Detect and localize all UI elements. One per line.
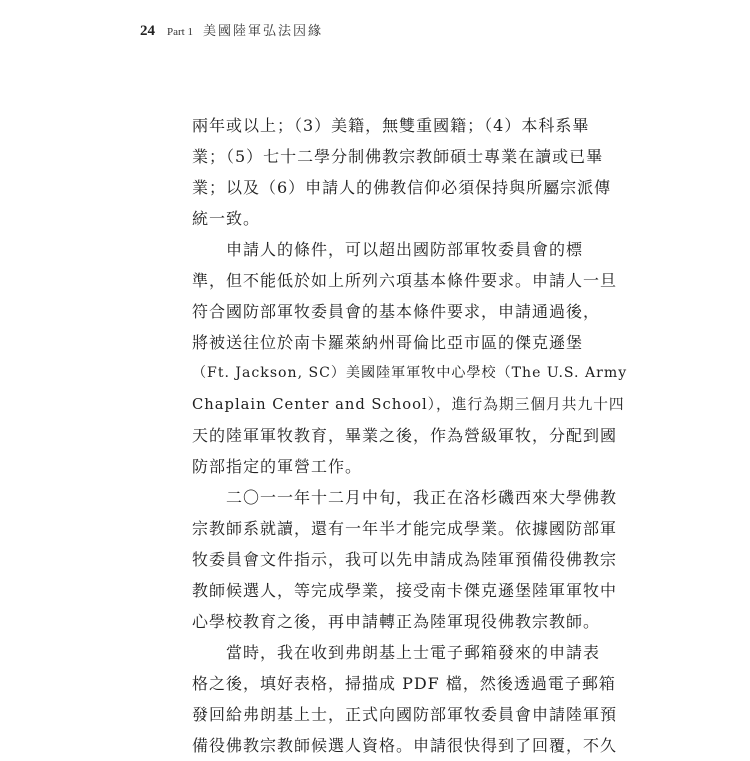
paragraph-first-line: 申請人的條件，可以超出國防部軍牧委員會的標 [226, 240, 584, 259]
text-line: 備役佛教宗教師候選人資格。申請很快得到了回覆，不久 [192, 736, 618, 755]
text-line: 心學校教育之後，再申請轉正為陸軍現役佛教宗教師。 [192, 612, 601, 631]
text-line: 牧委員會文件指示，我可以先申請成為陸軍預備役佛教宗 [192, 550, 618, 569]
text-line: 將被送往位於南卡羅萊納州哥倫比亞市區的傑克遜堡 [192, 333, 584, 352]
book-title: 美國陸軍弘法因緣 [202, 24, 323, 39]
text-line: 符合國防部軍牧委員會的基本條件要求，申請通過後， [192, 302, 601, 321]
text-line: 教師候選人，等完成學業，接受南卡傑克遜堡陸軍軍牧中 [192, 581, 618, 600]
page-number: 24 [140, 23, 155, 39]
text-line: （Ft. Jackson, SC）美國陸軍軍牧中心學校（The U.S. Army [192, 365, 628, 381]
text-line: 宗教師系就讀，還有一年半才能完成學業。依據國防部軍 [192, 519, 618, 538]
text-line: 兩年或以上；（3）美籍，無雙重國籍；（4）本科系畢 [192, 116, 590, 135]
paragraph-first-line: 二〇一一年十二月中旬，我正在洛杉磯西來大學佛教 [226, 488, 618, 507]
text-line: 統一致。 [192, 209, 261, 228]
text-line: 天的陸軍軍牧教育，畢業之後，作為營級軍牧，分配到國 [192, 426, 618, 445]
text-line: 格之後，填好表格，掃描成 PDF 檔，然後透過電子郵箱 [192, 674, 616, 693]
text-line: 準，但不能低於如上所列六項基本條件要求。申請人一旦 [192, 271, 618, 290]
text-line: 防部指定的軍營工作。 [192, 457, 363, 476]
paragraph-first-line: 當時，我在收到弗朗基上士電子郵箱發來的申請表 [226, 643, 601, 662]
running-head [140, 20, 323, 44]
text-line: 發回給弗朗基上士，正式向國防部軍牧委員會申請陸軍預 [192, 705, 618, 724]
body-text [192, 110, 628, 761]
text-line: Chaplain Center and School），進行為期三個月共九十四 [192, 396, 625, 413]
text-line: 業；以及（6）申請人的佛教信仰必須保持與所屬宗派傳 [192, 178, 612, 197]
text-line: 業；（5）七十二學分制佛教宗教師碩士專業在讀或已畢 [192, 147, 604, 166]
part-label: Part 1 [167, 26, 193, 38]
